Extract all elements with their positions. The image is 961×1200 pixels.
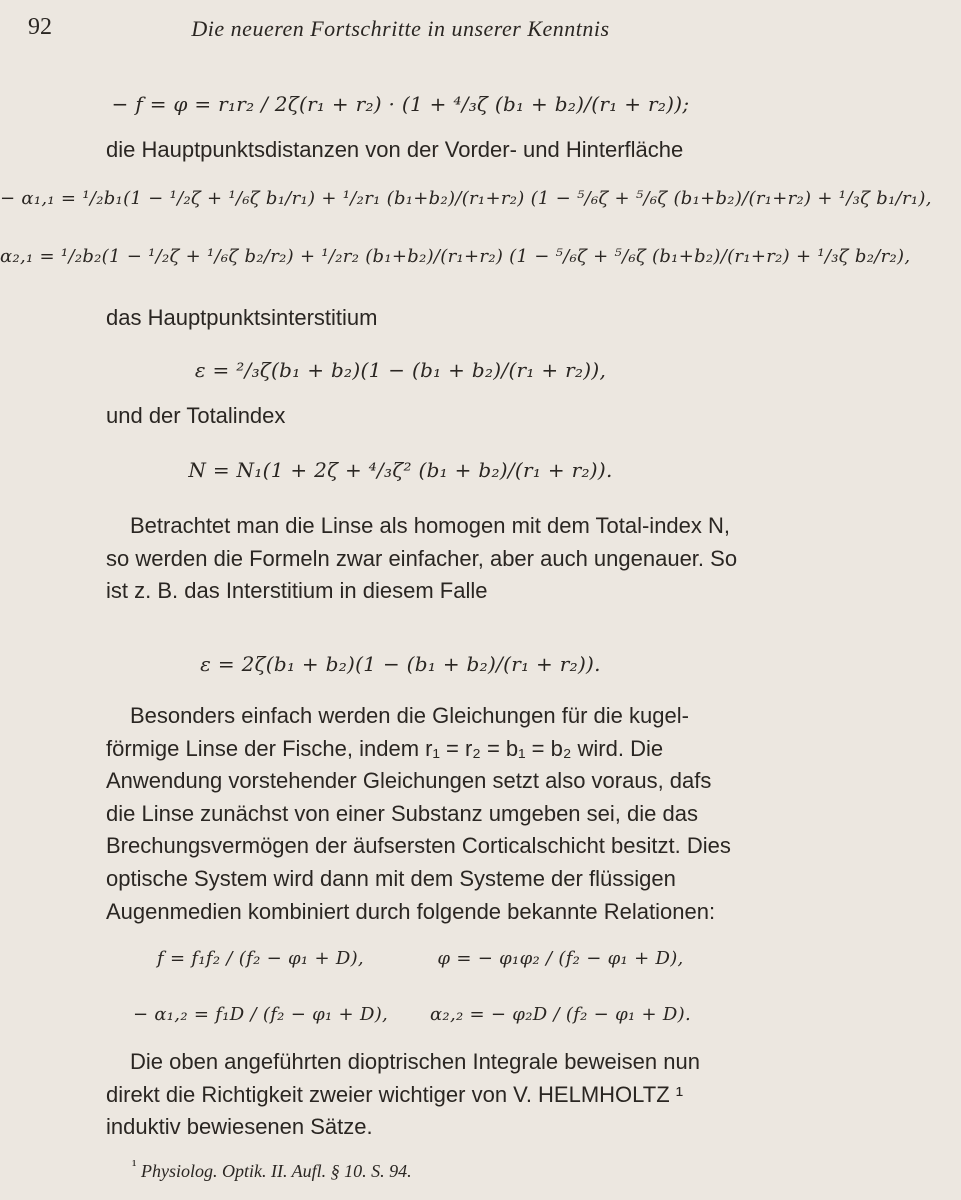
paragraph-dioptric-integrals: Die oben angeführten dioptrischen Integrale beweisen nun direkt die Richtigkeit zweier wichtiger von V. HELMHOLTZ ¹ induktiv bewiesenen Sätze. [106, 1049, 700, 1140]
equation-alpha-12: − α₁,₂ = f₁D / (f₂ − φ₁ + D), [132, 1004, 389, 1025]
footnote-text: Physiolog. Optik. II. Aufl. § 10. S. 94. [141, 1161, 412, 1181]
equation-alpha-11: − α₁,₁ = ¹/₂b₁(1 − ¹/₂ζ + ¹/₆ζ b₁/r₁) + ¹/₂r₁ (b₁+b₂)/(r₁+r₂) (1 − ⁵/₆ζ + ⁵/₆ζ (b₁+b₂)/(r₁+r₂) + ¹/₃ζ b₁/r₁), [0, 188, 932, 209]
text-interstitium: das Hauptpunktsinterstitium [106, 305, 378, 330]
text-principal-distances: die Hauptpunktsdistanzen von der Vorder- und Hinterfläche [106, 137, 684, 162]
equation-phi: φ = − φ₁φ₂ / (f₂ − φ₁ + D), [437, 948, 684, 969]
page-header [28, 12, 773, 48]
footnote-marker: ¹ [132, 1158, 137, 1174]
paragraph-homogeneous-lens: Betrachtet man die Linse als homogen mit dem Total-index N, so werden die Formeln zwar einfacher, aber auch ungenauer. So ist z. B. das Interstitium in diesem Falle [106, 513, 738, 604]
text-total-index: und der Totalindex [106, 403, 286, 428]
equation-total-index: N = N₁(1 + 2ζ + ⁴/₃ζ² (b₁ + b₂)/(r₁ + r₂)). [188, 458, 613, 482]
equation-f: f = f₁f₂ / (f₂ − φ₁ + D), [157, 948, 364, 969]
equation-focal-length: − f = φ = r₁r₂ / 2ζ(r₁ + r₂) · (1 + ⁴/₃ζ (b₁ + b₂)/(r₁ + r₂)); [111, 92, 690, 116]
footnote [132, 1158, 412, 1182]
equation-alpha-21: α₂,₁ = ¹/₂b₂(1 − ¹/₂ζ + ¹/₆ζ b₂/r₂) + ¹/₂r₂ (b₁+b₂)/(r₁+r₂) (1 − ⁵/₆ζ + ⁵/₆ζ (b₁+b₂)/(r₁+r₂) + ¹/₃ζ b₂/r₂), [0, 246, 911, 267]
equation-epsilon-1: ε = ²/₃ζ(b₁ + b₂)(1 − (b₁ + b₂)/(r₁ + r₂)), [194, 358, 607, 382]
equation-alpha-22: α₂,₂ = − φ₂D / (f₂ − φ₁ + D). [429, 1004, 692, 1025]
equation-epsilon-2: ε = 2ζ(b₁ + b₂)(1 − (b₁ + b₂)/(r₁ + r₂)). [200, 652, 601, 676]
running-title: Die neueren Fortschritte in unserer Kenntnis [191, 16, 610, 41]
page-number: 92 [28, 14, 52, 40]
paragraph-spherical-lens: Besonders einfach werden die Gleichungen für die kugel-förmige Linse der Fische, indem r₁ = r₂ = b₁ = b₂ wird. Die Anwendung vorstehender Gleichungen setzt also voraus, dafs die Linse zunächst von einer Substanz umgeben sei, die das Brechungsvermögen der äufsersten Corticalschicht besitzt. Dies optische System wird dann mit dem Systeme der flüssigen Augenmedien kombiniert durch folgende bekannte Relationen: [106, 703, 731, 924]
